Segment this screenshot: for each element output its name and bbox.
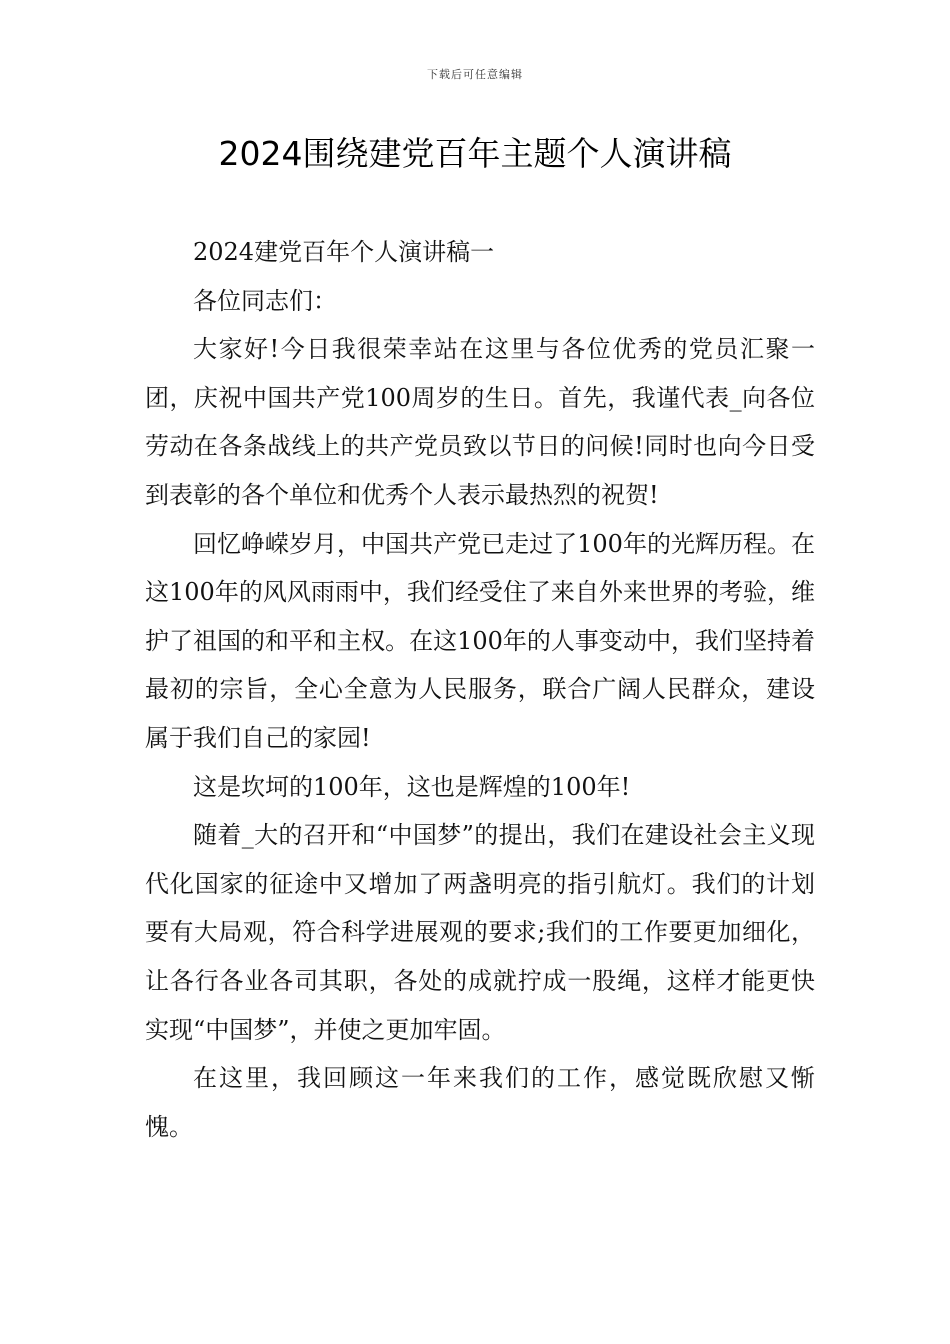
paragraph-summary: 这是坎坷的100年，这也是辉煌的100年!	[193, 772, 631, 801]
paragraph-salutation: 各位同志们：	[193, 286, 337, 315]
document-body	[145, 228, 815, 1151]
paragraph-chinese-dream: 随着_大的召开和“中国梦”的提出，我们在建设社会主义现代化国家的征途中又增加了两盏明亮的指引航灯。我们的计划要有大局观，符合科学进展观的要求;我们的工作要更加细化，让各行各业各司其职，各处的成就拧成一股绳，这样才能更快实现“中国梦”，并使之更加牢固。	[145, 821, 815, 1044]
paragraph-reflection: 在这里，我回顾这一年来我们的工作，感觉既欣慰又惭愧。	[145, 1064, 815, 1141]
paragraph-history: 回忆峥嵘岁月，中国共产党已走过了100年的光辉历程。在这100年的风风雨雨中，我们经受住了来自外来世界的考验，维护了祖国的和平和主权。在这100年的人事变动中，我们坚持着最初的宗旨，全心全意为人民服务，联合广阔人民群众，建设属于我们自己的家园!	[145, 529, 815, 752]
document-title: 2024围绕建党百年主题个人演讲稿	[218, 134, 732, 173]
paragraph-subtitle: 2024建党百年个人演讲稿一	[193, 238, 495, 266]
header-note: 下载后可任意编辑	[427, 68, 523, 81]
paragraph-greeting: 大家好!今日我很荣幸站在这里与各位优秀的党员汇聚一团，庆祝中国共产党100周岁的生日。首先，我谨代表_向各位劳动在各条战线上的共产党员致以节日的问候!同时也向今日受到表彰的各个单位和优秀个人表示最热烈的祝贺!	[145, 335, 815, 509]
